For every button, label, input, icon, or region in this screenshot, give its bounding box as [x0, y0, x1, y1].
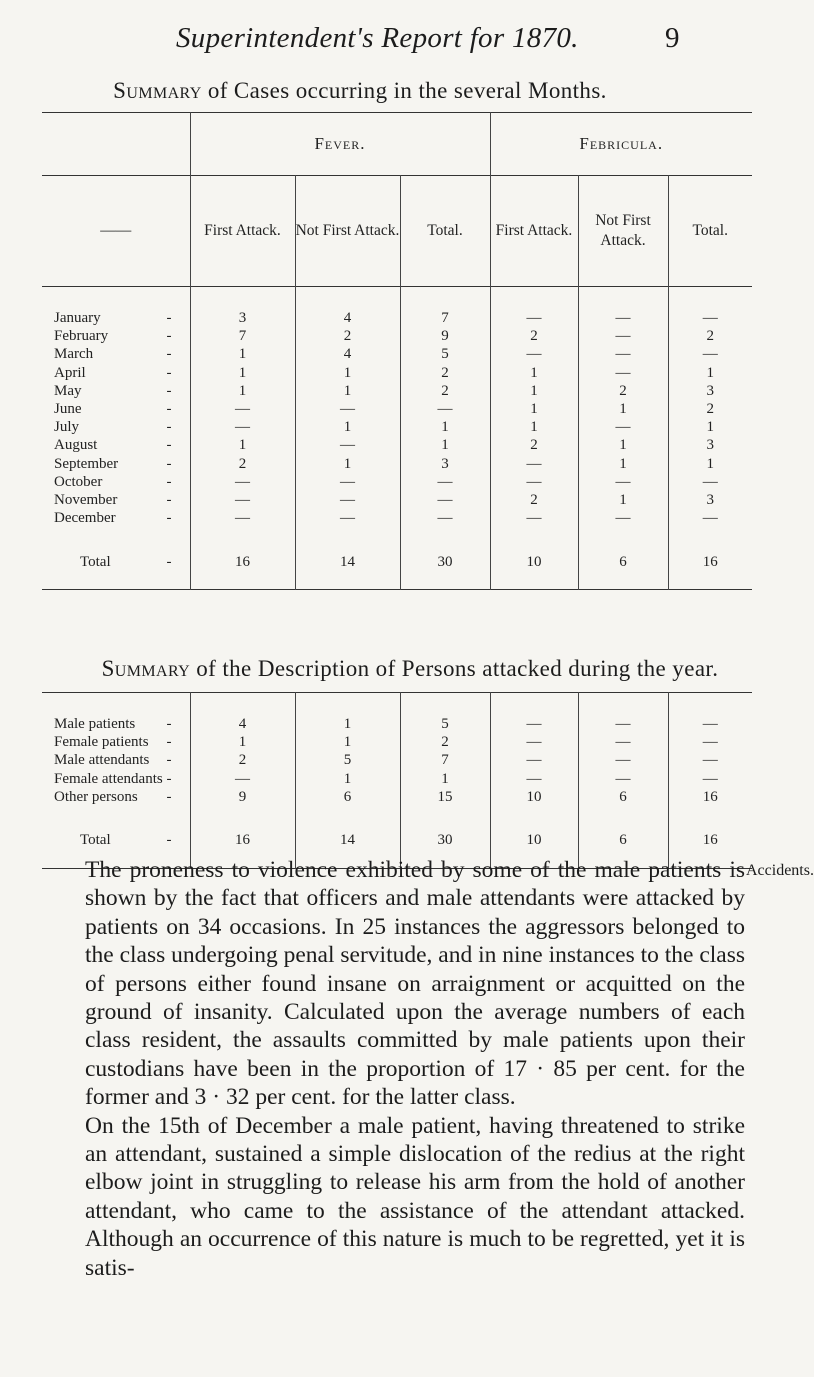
row-label [42, 436, 190, 454]
table-cell: 1 [668, 455, 752, 473]
table-row [42, 382, 752, 400]
col-header: First Attack. [190, 176, 295, 287]
table-cell: — [490, 751, 578, 769]
col-header: Not First Attack. [578, 176, 668, 287]
table-cell: 4 [295, 309, 400, 327]
table-cell: — [490, 309, 578, 327]
leader-dash: - [166, 553, 172, 570]
table-cell: — [190, 473, 295, 491]
leader-dash: - [166, 382, 172, 399]
row-label-text: Female attendants [54, 770, 163, 787]
row-label-text: June [54, 401, 82, 418]
table-cell: 1 [578, 455, 668, 473]
table-cell: — [578, 327, 668, 345]
table-cell: 2 [190, 751, 295, 769]
table-cell: 2 [400, 733, 490, 751]
table-cell: 1 [295, 733, 400, 751]
table-row [42, 418, 752, 436]
leader-dash: - [166, 788, 172, 805]
table-cell: 2 [668, 400, 752, 418]
group-header-fever: Fever. [190, 113, 490, 176]
cases-by-month-table [42, 112, 752, 590]
total-cell: 16 [668, 828, 752, 854]
table-row [42, 455, 752, 473]
table-cell: 3 [400, 455, 490, 473]
table-cell: 1 [490, 364, 578, 382]
table1-heading-prefix: Summary [113, 78, 202, 103]
leader-dash: - [166, 716, 172, 733]
table-cell: — [490, 455, 578, 473]
table-cell: — [668, 770, 752, 788]
group-header-febricula: Febricula. [490, 113, 752, 176]
table-cell: 1 [490, 400, 578, 418]
row-label [42, 382, 190, 400]
table-row [42, 345, 752, 363]
row-label [42, 733, 190, 751]
table-cell: 1 [578, 400, 668, 418]
margin-note: Accidents. [746, 862, 814, 879]
table-cell: 16 [668, 788, 752, 806]
table-cell: 5 [400, 715, 490, 733]
total-cell: 10 [490, 549, 578, 575]
table-cell: 2 [295, 327, 400, 345]
table1-body [42, 287, 752, 590]
table-cell: 1 [400, 418, 490, 436]
leader-dash: - [166, 510, 172, 527]
paragraph: On the 15th of December a male patient, having threatened to strike an attendant, sustained a simple dislocation of the redius at the right elbow joint in struggling to release his arm from the hold of another attendant, who came to the assistance of the attendant attacked. Although an occurrence of this nature is much to be regretted, yet it is satis- [85, 1112, 745, 1281]
table-cell: — [668, 715, 752, 733]
table-cell: — [400, 473, 490, 491]
table-row [42, 327, 752, 345]
total-cell: 14 [295, 828, 400, 854]
table-cell: 1 [295, 715, 400, 733]
row-label-text: October [54, 473, 103, 490]
table-cell: 1 [400, 436, 490, 454]
table-row [42, 436, 752, 454]
table-cell: — [295, 473, 400, 491]
paragraph: The proneness to violence exhibited by some of the male patients is shown by the fact that officers and male attendants were attacked by patients on 34 occasions. In 25 instances the aggressors belonged to the class undergoing penal servitude, and in nine instances to the class of persons either found insane on arraignment or acquitted on the ground of insanity. Calculated upon the average numbers of each class resident, the assaults committed by male patients upon their custodians have been in the proportion of 17 · 85 per cent. for the former and 3 · 32 per cent. for the latter class. [85, 857, 746, 1111]
table-cell: — [295, 400, 400, 418]
table-row [42, 715, 752, 733]
table-cell: 1 [578, 491, 668, 509]
row-label-text: April [54, 364, 86, 381]
table-cell: 1 [295, 455, 400, 473]
table-cell: — [295, 436, 400, 454]
total-cell: 6 [578, 549, 668, 575]
table-cell: — [578, 509, 668, 527]
row-label [42, 751, 190, 769]
leader-dash: - [166, 473, 172, 490]
table-cell: — [578, 473, 668, 491]
table2-heading [10, 656, 810, 682]
leader-dash: - [166, 770, 172, 787]
table-row [42, 751, 752, 769]
table-cell: — [490, 473, 578, 491]
table-cell: — [578, 770, 668, 788]
table-cell: — [578, 751, 668, 769]
table-cell: — [400, 400, 490, 418]
table-cell: 1 [190, 364, 295, 382]
table-cell: 5 [400, 345, 490, 363]
total-cell: 16 [190, 828, 295, 854]
table-cell: 1 [490, 418, 578, 436]
row-label [42, 418, 190, 436]
row-label [42, 509, 190, 527]
leader-dash: - [166, 752, 172, 769]
table2-body [42, 693, 752, 869]
table-cell: 1 [190, 733, 295, 751]
total-label-text: Total [80, 553, 111, 570]
table-cell: 1 [295, 770, 400, 788]
page-number: 9 [665, 22, 680, 54]
leader-dash: - [166, 832, 172, 849]
row-label-text: August [54, 437, 98, 454]
row-label-text: March [54, 346, 94, 363]
table1-heading-rest: of Cases occurring in the several Months. [201, 78, 607, 103]
col-header: Total. [400, 176, 490, 287]
table-cell: 7 [400, 309, 490, 327]
corner-dash: —— [100, 222, 132, 239]
leader-dash: - [166, 328, 172, 345]
col-header: Not First Attack. [295, 176, 400, 287]
leader-dash: - [166, 491, 172, 508]
table-cell: — [668, 751, 752, 769]
table-cell: — [190, 400, 295, 418]
table-row [42, 788, 752, 806]
table-cell: — [668, 309, 752, 327]
table-row [42, 364, 752, 382]
col-header: First Attack. [490, 176, 578, 287]
row-label [42, 770, 190, 788]
total-cell: 6 [578, 828, 668, 854]
total-row [42, 549, 752, 575]
table-cell: 6 [578, 788, 668, 806]
table-cell: 2 [400, 364, 490, 382]
table-cell: 1 [190, 436, 295, 454]
row-label-text: December [54, 510, 116, 527]
col-header: Total. [668, 176, 752, 287]
table-cell: — [400, 509, 490, 527]
table-row [42, 400, 752, 418]
total-cell: 16 [668, 549, 752, 575]
table-cell: — [490, 715, 578, 733]
row-label-text: Male patients [54, 716, 136, 733]
row-label [42, 309, 190, 327]
table-cell: 2 [190, 455, 295, 473]
table-cell: 3 [668, 382, 752, 400]
row-label-text: November [54, 491, 118, 508]
leader-dash: - [166, 437, 172, 454]
table-cell: — [490, 770, 578, 788]
table-cell: 3 [668, 491, 752, 509]
table-cell: 7 [190, 327, 295, 345]
leader-dash: - [166, 401, 172, 418]
table-cell: 2 [490, 327, 578, 345]
table-cell: 2 [668, 327, 752, 345]
table-cell: — [490, 509, 578, 527]
table-cell: 1 [578, 436, 668, 454]
table-cell: — [190, 770, 295, 788]
total-cell: 30 [400, 549, 490, 575]
table-cell: — [190, 509, 295, 527]
table-cell: 2 [578, 382, 668, 400]
table-cell: — [295, 491, 400, 509]
row-label-text: May [54, 382, 82, 399]
table1-heading [0, 78, 760, 104]
leader-dash: - [166, 419, 172, 436]
corner-cell [42, 113, 190, 176]
leader-dash: - [166, 346, 172, 363]
table-row [42, 491, 752, 509]
table-cell: — [668, 345, 752, 363]
table-cell: — [578, 345, 668, 363]
table-cell: 1 [295, 364, 400, 382]
table-cell: — [668, 733, 752, 751]
table-cell: 9 [190, 788, 295, 806]
table-row [42, 309, 752, 327]
row-label [42, 364, 190, 382]
table-cell: 2 [400, 382, 490, 400]
table-cell: 1 [295, 382, 400, 400]
table-cell: 3 [190, 309, 295, 327]
leader-dash: - [166, 455, 172, 472]
row-label-text: February [54, 328, 109, 345]
running-title: Superintendent's Report for 1870. [176, 22, 579, 54]
row-label-text: Male attendants [54, 752, 150, 769]
table-row [42, 770, 752, 788]
table-cell: 2 [490, 436, 578, 454]
table2-heading-rest: of the Description of Persons attacked during the year. [190, 656, 719, 681]
total-label [42, 549, 190, 575]
table-row [42, 473, 752, 491]
table-cell: 1 [490, 382, 578, 400]
row-label-text: January [54, 310, 101, 327]
total-cell: 16 [190, 549, 295, 575]
table-cell: 1 [190, 382, 295, 400]
row-label [42, 473, 190, 491]
table-row [42, 509, 752, 527]
table-cell: — [190, 491, 295, 509]
table-cell: — [400, 491, 490, 509]
table-cell: — [578, 364, 668, 382]
total-cell: 14 [295, 549, 400, 575]
row-label [42, 788, 190, 806]
table-cell: 4 [190, 715, 295, 733]
persons-attacked-table [42, 692, 752, 869]
leader-dash: - [166, 734, 172, 751]
row-label [42, 400, 190, 418]
leader-dash: - [166, 310, 172, 327]
table-cell: — [190, 418, 295, 436]
table-cell: 1 [400, 770, 490, 788]
table-cell: 5 [295, 751, 400, 769]
table-cell: 1 [668, 418, 752, 436]
table-cell: 1 [668, 364, 752, 382]
table-cell: — [668, 473, 752, 491]
table-cell: 2 [490, 491, 578, 509]
table2-heading-prefix: Summary [101, 656, 191, 681]
row-label-text: Other persons [54, 788, 138, 805]
table-cell: — [578, 309, 668, 327]
table-cell: 4 [295, 345, 400, 363]
table-cell: — [668, 509, 752, 527]
total-cell: 30 [400, 828, 490, 854]
row-label-text: July [54, 419, 80, 436]
body-text [85, 856, 745, 1282]
row-label-text: September [54, 455, 119, 472]
total-label [42, 828, 190, 854]
table-cell: 1 [190, 345, 295, 363]
row-label-text: Female patients [54, 734, 149, 751]
table-cell: — [578, 715, 668, 733]
row-label [42, 715, 190, 733]
table-row [42, 733, 752, 751]
table-cell: 10 [490, 788, 578, 806]
table-cell: 6 [295, 788, 400, 806]
total-cell: 10 [490, 828, 578, 854]
row-label [42, 327, 190, 345]
table-cell: 3 [668, 436, 752, 454]
table-cell: — [295, 509, 400, 527]
leader-dash: - [166, 364, 172, 381]
table-cell: — [578, 418, 668, 436]
row-label [42, 491, 190, 509]
table-cell: 9 [400, 327, 490, 345]
table-cell: — [578, 733, 668, 751]
total-row [42, 828, 752, 854]
table-cell: — [490, 733, 578, 751]
table-cell: 15 [400, 788, 490, 806]
table-cell: 1 [295, 418, 400, 436]
page-header [0, 22, 800, 62]
row-label [42, 345, 190, 363]
row-label [42, 455, 190, 473]
table-cell: 7 [400, 751, 490, 769]
table-cell: — [490, 345, 578, 363]
total-label-text: Total [80, 832, 111, 849]
